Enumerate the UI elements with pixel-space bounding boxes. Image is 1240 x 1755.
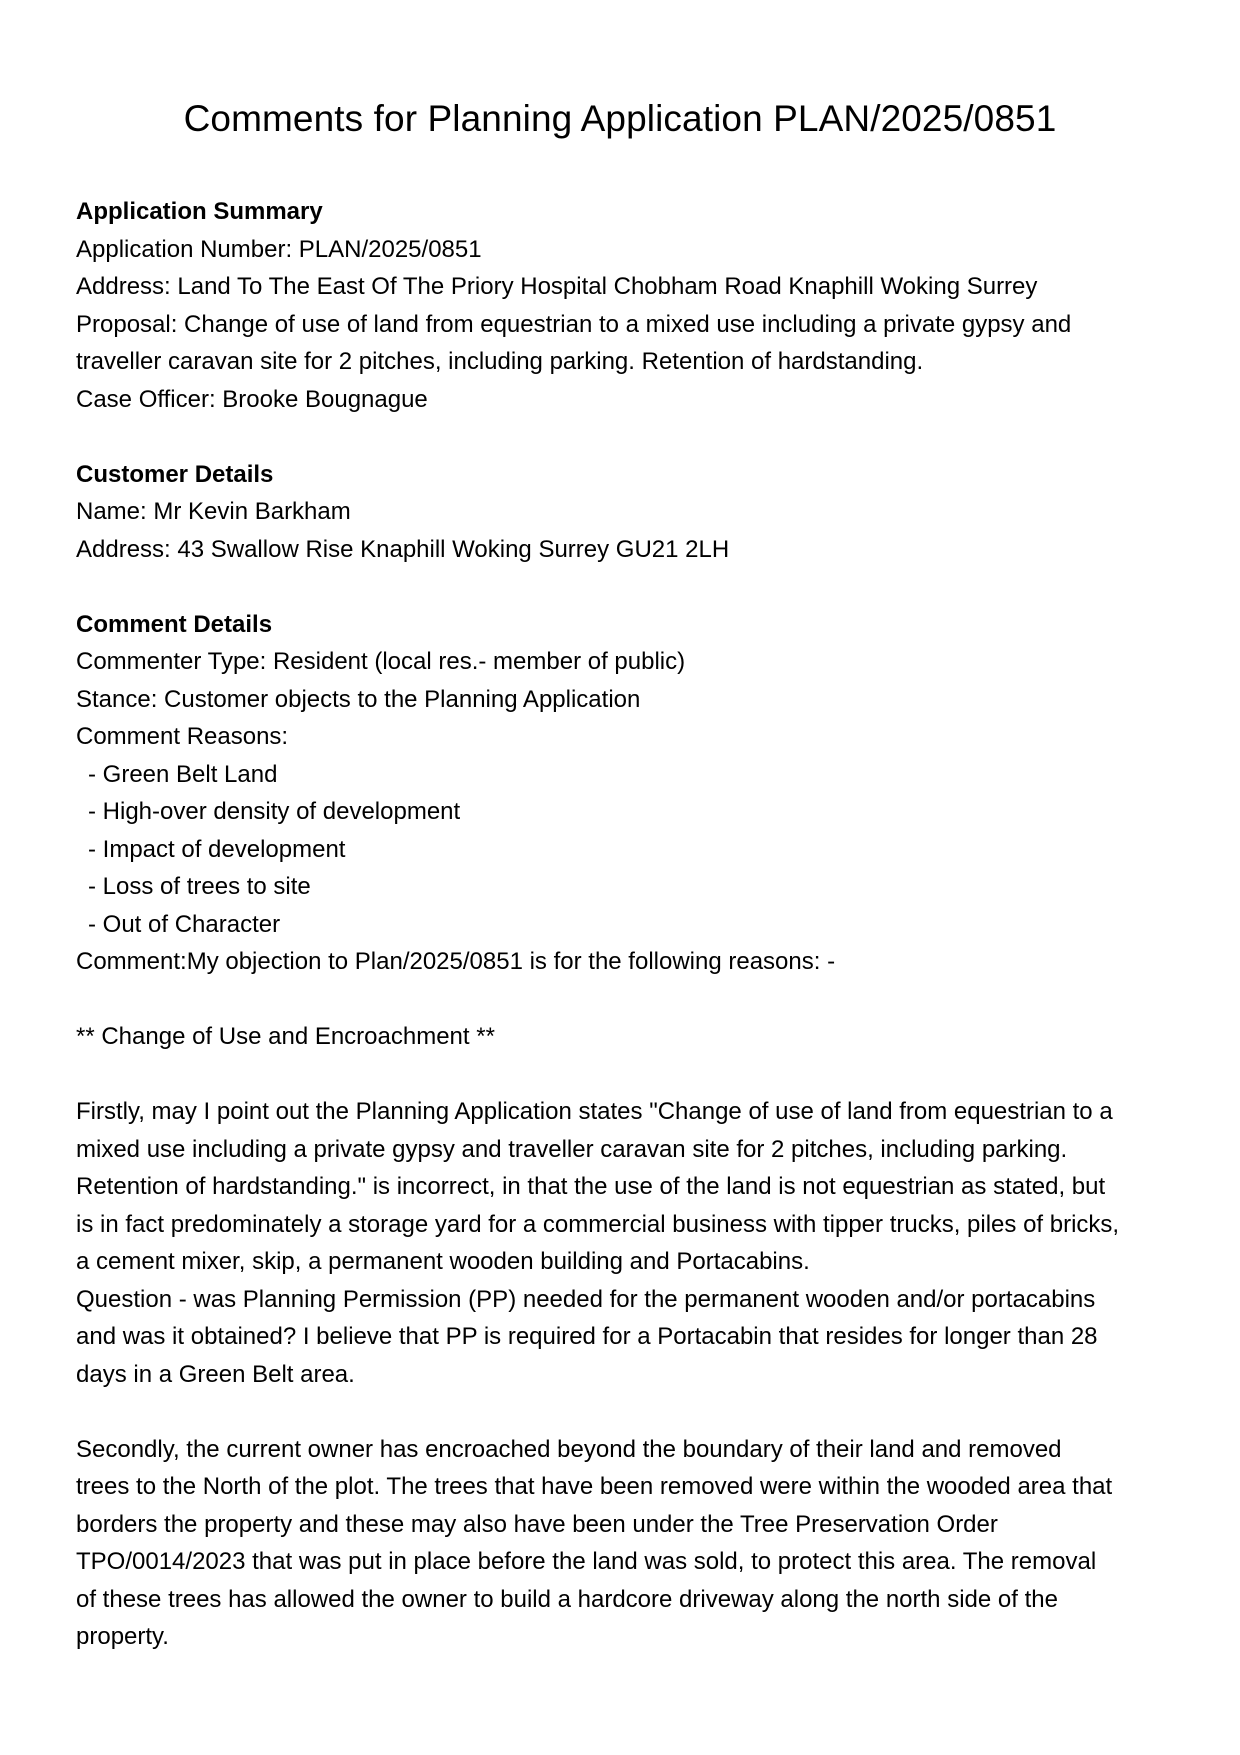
paragraph-line: of these trees has allowed the owner to build a hardcore driveway along the north side of the (76, 1585, 1058, 1613)
paragraph-line: mixed use including a private gypsy and traveller caravan site for 2 pitches, including parking. (76, 1135, 1068, 1163)
comment-details-section (76, 606, 1164, 1656)
paragraph-line: is in fact predominately a storage yard for a commercial business with tipper trucks, piles of bricks, (76, 1210, 1120, 1238)
paragraph-line: Firstly, may I point out the Planning Application states "Change of use of land from equestrian to a (76, 1098, 1113, 1125)
comment-reasons-label: Comment Reasons: (76, 723, 289, 750)
paragraph-line: a cement mixer, skip, a permanent wooden building and Portacabins. (76, 1248, 810, 1275)
paragraph-line: borders the property and these may also have been under the Tree Preservation Order (76, 1510, 998, 1538)
application-address: Address: Land To The East Of The Priory Hospital Chobham Road Knaphill Woking Surrey (76, 273, 1038, 300)
comment-intro: Comment:My objection to Plan/2025/0851 is for the following reasons: - (76, 948, 836, 975)
comment-section-heading: ** Change of Use and Encroachment ** (76, 1023, 495, 1050)
customer-details-section (76, 456, 1164, 569)
paragraph-line: and was it obtained? I believe that PP is required for a Portacabin that resides for longer than 28 (76, 1323, 1098, 1350)
comment-reason-item: - Loss of trees to site (88, 873, 311, 900)
customer-address: Address: 43 Swallow Rise Knaphill Woking Surrey GU21 2LH (76, 535, 730, 563)
spacer (76, 981, 1164, 1019)
spacer (76, 1393, 1164, 1431)
comment-paragraph-2 (76, 1281, 1164, 1394)
comment-reason-item: - Out of Character (88, 910, 281, 938)
paragraph-line: Question - was Planning Permission (PP) needed for the permanent wooden and/or portacabins (76, 1285, 1096, 1313)
spacer (76, 568, 1164, 606)
comment-reason-item: - Impact of development (88, 835, 346, 863)
comment-paragraph-3 (76, 1431, 1164, 1656)
paragraph-line: days in a Green Belt area. (76, 1360, 355, 1388)
stance: Stance: Customer objects to the Planning Application (76, 685, 641, 713)
spacer (76, 418, 1164, 456)
paragraph-line: TPO/0014/2023 that was put in place before the land was sold, to protect this area. The removal (76, 1548, 1097, 1575)
proposal-line-1: Proposal: Change of use of land from equestrian to a mixed use including a private gypsy and (76, 310, 1072, 338)
application-summary-heading: Application Summary (76, 198, 323, 225)
proposal-line-2: traveller caravan site for 2 pitches, including parking. Retention of hardstanding. (76, 348, 924, 375)
customer-details-heading: Customer Details (76, 460, 274, 488)
paragraph-line: Retention of hardstanding." is incorrect, in that the use of the land is not equestrian as stated, but (76, 1173, 1106, 1200)
comment-reason-item: - High-over density of development (88, 798, 461, 825)
application-number: Application Number: PLAN/2025/0851 (76, 235, 482, 263)
spacer (76, 146, 1164, 193)
spacer (76, 1056, 1164, 1094)
paragraph-line: trees to the North of the plot. The trees that have been removed were within the wooded area that (76, 1473, 1113, 1500)
case-officer: Case Officer: Brooke Bougnague (76, 385, 428, 413)
commenter-type: Commenter Type: Resident (local res.- member of public) (76, 648, 686, 675)
customer-name: Name: Mr Kevin Barkham (76, 498, 351, 525)
comment-paragraph-1 (76, 1093, 1164, 1281)
application-summary-section (76, 193, 1164, 418)
comment-reason-item: - Green Belt Land (88, 760, 278, 788)
document-title: Comments for Planning Application PLAN/2025/0851 (183, 98, 1057, 139)
paragraph-line: Secondly, the current owner has encroached beyond the boundary of their land and removed (76, 1435, 1062, 1463)
comment-details-heading: Comment Details (76, 610, 273, 638)
paragraph-line: property. (76, 1623, 169, 1650)
